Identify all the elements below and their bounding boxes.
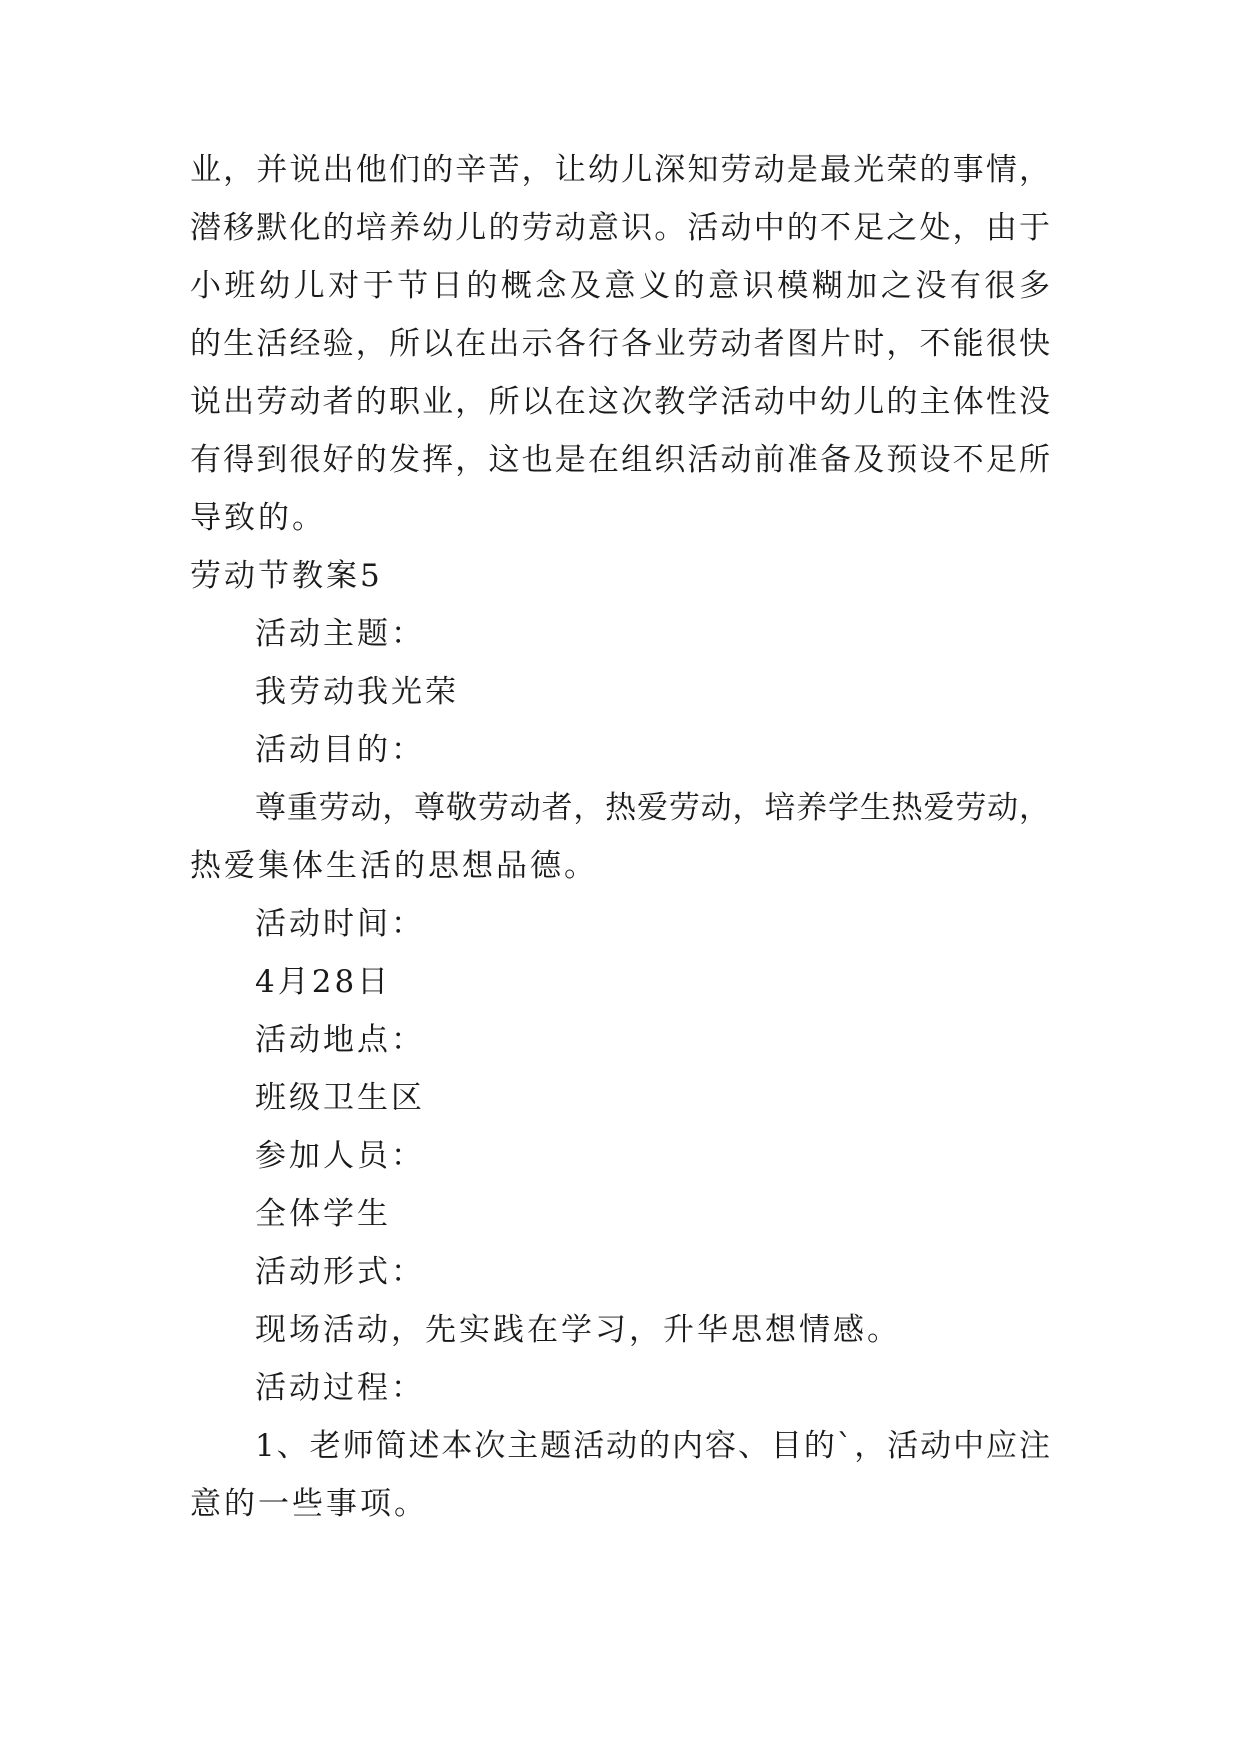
field-label: 参加人员：: [255, 1138, 425, 1174]
field-value: 4月28日: [255, 964, 392, 1000]
paragraph-line: 潜移默化的培养幼儿的劳动意识。活动中的不足之处，由于: [190, 210, 1050, 246]
field-label: 活动形式：: [255, 1254, 425, 1290]
field-label: 活动目的：: [255, 732, 425, 768]
paragraph-line: 热爱集体生活的思想品德。: [190, 848, 598, 884]
field-value: 全体学生: [255, 1196, 391, 1232]
paragraph-line: 1、老师简述本次主题活动的内容、目的`，活动中应注: [255, 1428, 1050, 1464]
paragraph-line: 尊重劳动，尊敬劳动者，热爱劳动，培养学生热爱劳动，: [255, 790, 1050, 826]
paragraph-line: 说出劳动者的职业，所以在这次教学活动中幼儿的主体性没: [190, 384, 1050, 420]
field-value: 我劳动我光荣: [255, 674, 459, 710]
paragraph-line: 的生活经验，所以在出示各行各业劳动者图片时，不能很快: [190, 326, 1050, 362]
field-label: 活动地点：: [255, 1022, 425, 1058]
paragraph-line: 小班幼儿对于节日的概念及意义的意识模糊加之没有很多: [190, 268, 1050, 304]
field-label: 活动时间：: [255, 906, 425, 942]
paragraph-line: 业，并说出他们的辛苦，让幼儿深知劳动是最光荣的事情，: [190, 152, 1050, 188]
section-heading: 劳动节教案5: [190, 558, 383, 594]
paragraph-line: 意的一些事项。: [190, 1486, 428, 1522]
paragraph-line: 导致的。: [190, 500, 326, 536]
field-value: 现场活动，先实践在学习，升华思想情感。: [255, 1312, 901, 1348]
field-label: 活动过程：: [255, 1370, 425, 1406]
field-label: 活动主题：: [255, 616, 425, 652]
field-value: 班级卫生区: [255, 1080, 425, 1116]
paragraph-line: 有得到很好的发挥，这也是在组织活动前准备及预设不足所: [190, 442, 1050, 478]
